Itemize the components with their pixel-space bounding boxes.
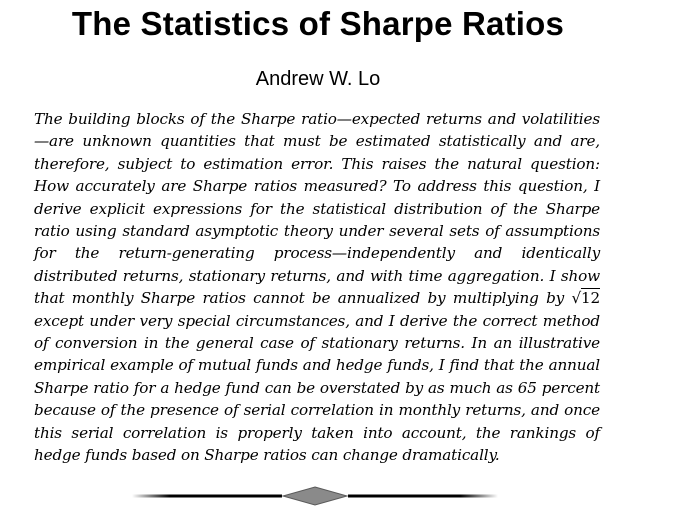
diamond-divider-icon — [132, 486, 498, 506]
divider-diamond-shape — [283, 487, 347, 505]
divider-line-right — [348, 495, 498, 498]
abstract-paragraph — [34, 108, 600, 467]
sqrt-symbol: √ — [571, 289, 581, 308]
author-name: Andrew W. Lo — [255, 68, 381, 90]
abstract-text-part-2: except under very special circumstances, and I derive the correct method of conversion in the general case of stationary returns. In an illustrative empirical example of mutual funds and hedge funds, I find that the annual Sharpe ratio for a hedge fund can be overstated by as much as 65 percent because of the presence of serial correlation in monthly returns, and once this serial correlation is properly taken into account, the rankings of hedge funds based on Sharpe ratios can change dramatically. — [34, 311, 600, 465]
divider-line-left — [132, 495, 282, 498]
abstract-text-part-1: The building blocks of the Sharpe ratio—expected returns and volatilities—are unknown quantities that must be estimated statistically and are, therefore, subject to estimation error. This raises the natural question: How accurately are Sharpe ratios measured? To address this question, I derive explicit expressions for the statistical distribution of the Sharpe ratio using standard asymptotic theory under several sets of assumptions for the return-generating process—independently and identically distributed returns, stationary returns, and with time aggregation. I show that monthly Sharpe ratios cannot be annualized by multiplying by — [34, 110, 600, 308]
sqrt-argument: 12 — [580, 289, 600, 308]
article-title: The Statistics of Sharpe Ratios — [71, 5, 565, 42]
